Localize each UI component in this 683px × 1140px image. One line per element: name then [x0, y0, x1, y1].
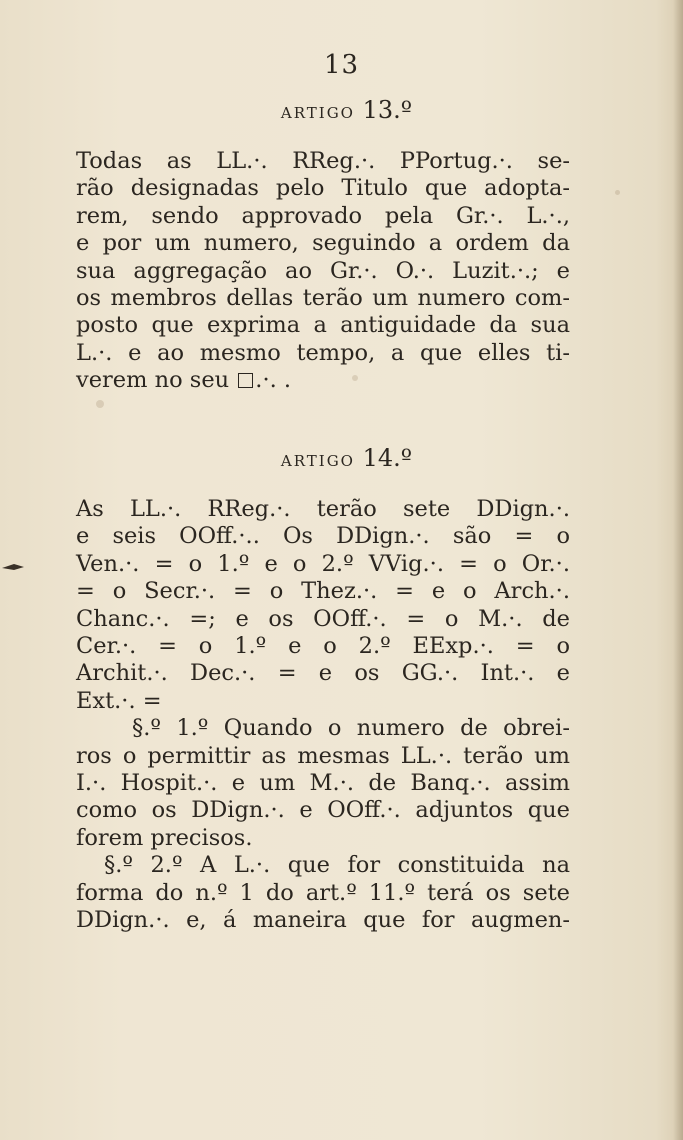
text-line: posto que exprima a antiguidade da sua — [76, 312, 570, 339]
text-line: DDign.·. e, á maneira que for augmen- — [76, 907, 570, 934]
text-line: Archit.·. Dec.·. = e os GG.·. Int.·. e — [76, 660, 570, 687]
text-line: Ven.·. = o 1.º e o 2.º VVig.·. = o Or.·. — [76, 550, 570, 577]
text-line: verem no seu — [76, 367, 230, 394]
text-line: §.º 1.º Quando o numero de obrei- — [132, 715, 570, 742]
text-line: forma do n.º 1 do art.º 11.º terá os sete — [76, 879, 570, 906]
text-line: §.º 2.º A L.·. que for constituida na — [104, 852, 570, 879]
text-line: As LL.·. RReg.·. terão sete DDign.·. — [76, 496, 570, 522]
text-line: L.·. e ao mesmo tempo, a que elles ti- — [76, 339, 570, 366]
paper-stain — [615, 190, 620, 195]
text-line: sua aggregação ao Gr.·. O.·. Luzit.·.; e — [76, 257, 570, 284]
text-line-last — [76, 367, 570, 394]
page-edge-shadow — [673, 0, 683, 1140]
text-line: forem precisos. — [76, 824, 253, 851]
text-line: como os DDign.·. e OOff.·. adjuntos que — [76, 797, 570, 824]
text-line: Cer.·. = o 1.º e o 2.º EExp.·. = o — [76, 633, 570, 660]
text-line: Ext.·. = — [76, 687, 162, 714]
text-line-suffix: .·. . — [255, 367, 292, 394]
page-number: 13 — [323, 50, 360, 80]
article-14-heading-number: 14.º — [362, 444, 413, 472]
article-14-body — [76, 496, 570, 935]
text-line: rem, sendo approvado pela Gr.·. L.·., — [76, 202, 570, 229]
text-line: I.·. Hospit.·. e um M.·. de Banq.·. assim — [76, 770, 570, 797]
text-line: ros o permittir as mesmas LL.·. terão um — [76, 742, 570, 769]
text-line: e seis OOff.·.. Os DDign.·. são = o — [76, 523, 570, 550]
article-13-heading-number: 13.º — [362, 96, 413, 124]
article-14-heading-label: ARTIGO — [280, 452, 355, 470]
masonic-lodge-square-symbol — [238, 373, 253, 388]
text-line: Todas as LL.·. RReg.·. PPortug.·. se- — [76, 148, 570, 174]
paper-stain — [96, 400, 104, 408]
article-13-heading-label: ARTIGO — [280, 104, 355, 122]
article-14-heading — [0, 444, 683, 472]
article-13-heading — [0, 96, 683, 124]
text-line: Chanc.·. =; e os OOff.·. = o M.·. de — [76, 605, 570, 632]
article-13-body — [76, 148, 570, 395]
text-line: = o Secr.·. = o Thez.·. = e o Arch.·. — [76, 578, 570, 605]
text-line: os membros dellas terão um numero com- — [76, 285, 570, 312]
margin-ink-mark — [0, 560, 26, 574]
text-line: rão designadas pelo Titulo que adopta- — [76, 175, 570, 202]
text-line: e por um numero, seguindo a ordem da — [76, 230, 570, 257]
